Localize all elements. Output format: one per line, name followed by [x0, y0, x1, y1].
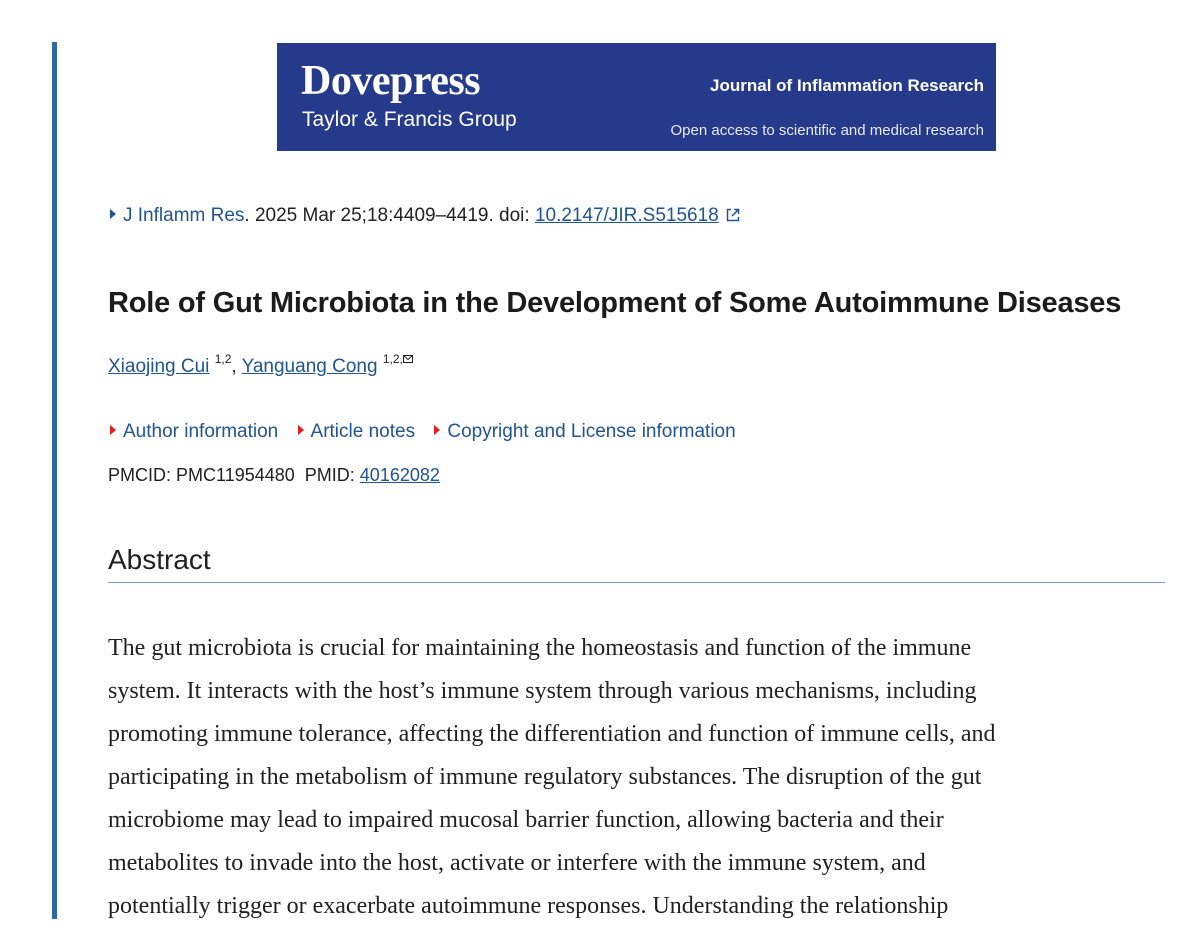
- expand-triangle-icon: [298, 425, 304, 435]
- journal-tagline: Open access to scientific and medical research: [670, 122, 984, 139]
- abstract-line: microbiome may lead to impaired mucosal barrier function, allowing bacteria and their: [108, 807, 944, 833]
- article-notes-toggle[interactable]: Article notes: [298, 421, 416, 442]
- pmcid-label: PMCID:: [108, 465, 177, 485]
- abstract-line: The gut microbiota is crucial for maintaining the homeostasis and function of the immune: [108, 635, 972, 661]
- publisher-group: Taylor & Francis Group: [302, 108, 517, 131]
- journal-name: Journal of Inflammation Research: [710, 76, 984, 95]
- copyright-license-toggle[interactable]: Copyright and License information: [434, 421, 735, 442]
- author-separator: ,: [231, 356, 242, 377]
- journal-banner[interactable]: [277, 43, 996, 151]
- journal-link[interactable]: J Inflamm Res: [123, 205, 245, 226]
- abstract-heading: Abstract: [108, 544, 211, 575]
- author-link[interactable]: Yanguang Cong: [241, 356, 378, 377]
- left-accent-rule: [52, 42, 57, 919]
- abstract-text: [108, 627, 1168, 928]
- abstract-line: potentially trigger or exacerbate autoimmune responses. Understanding the relationship: [108, 893, 949, 919]
- citation-line: [110, 203, 741, 231]
- pmid-label: PMID:: [304, 465, 360, 485]
- expand-triangle-icon: [434, 425, 440, 435]
- article-info-toggles: [110, 419, 750, 445]
- author-information-toggle[interactable]: Author information: [110, 421, 278, 442]
- expand-triangle-icon: [110, 425, 116, 435]
- envelope-icon[interactable]: [403, 355, 413, 363]
- author-affiliation: 1,2: [214, 352, 232, 366]
- author-link[interactable]: Xiaojing Cui: [108, 356, 210, 377]
- external-link-icon[interactable]: [725, 205, 741, 231]
- abstract-line: system. It interacts with the host’s immune system through various mechanisms, including: [108, 678, 977, 704]
- article-identifiers: [108, 462, 440, 488]
- pmid-link[interactable]: 40162082: [359, 465, 440, 485]
- abstract-line: participating in the metabolism of immune regulatory substances. The disruption of the gut: [108, 764, 982, 790]
- doi-link[interactable]: 10.2147/JIR.S515618: [534, 205, 719, 226]
- article-title: Role of Gut Microbiota in the Development of Some Autoimmune Diseases: [108, 287, 1122, 319]
- abstract-line: promoting immune tolerance, affecting the differentiation and function of immune cells, and: [108, 721, 996, 747]
- abstract-line: metabolites to invade into the host, activate or interfere with the immune system, and: [108, 850, 926, 876]
- section-divider: [108, 582, 1165, 583]
- author-affiliation: 1,2,: [383, 352, 413, 366]
- citation-details: . 2025 Mar 25;18:4409–4419. doi:: [244, 205, 535, 226]
- pmcid-value: PMC11954480: [176, 465, 295, 485]
- publisher-logo: Dovepress: [301, 58, 481, 104]
- expand-triangle-icon[interactable]: [110, 209, 116, 219]
- author-list: [108, 353, 413, 381]
